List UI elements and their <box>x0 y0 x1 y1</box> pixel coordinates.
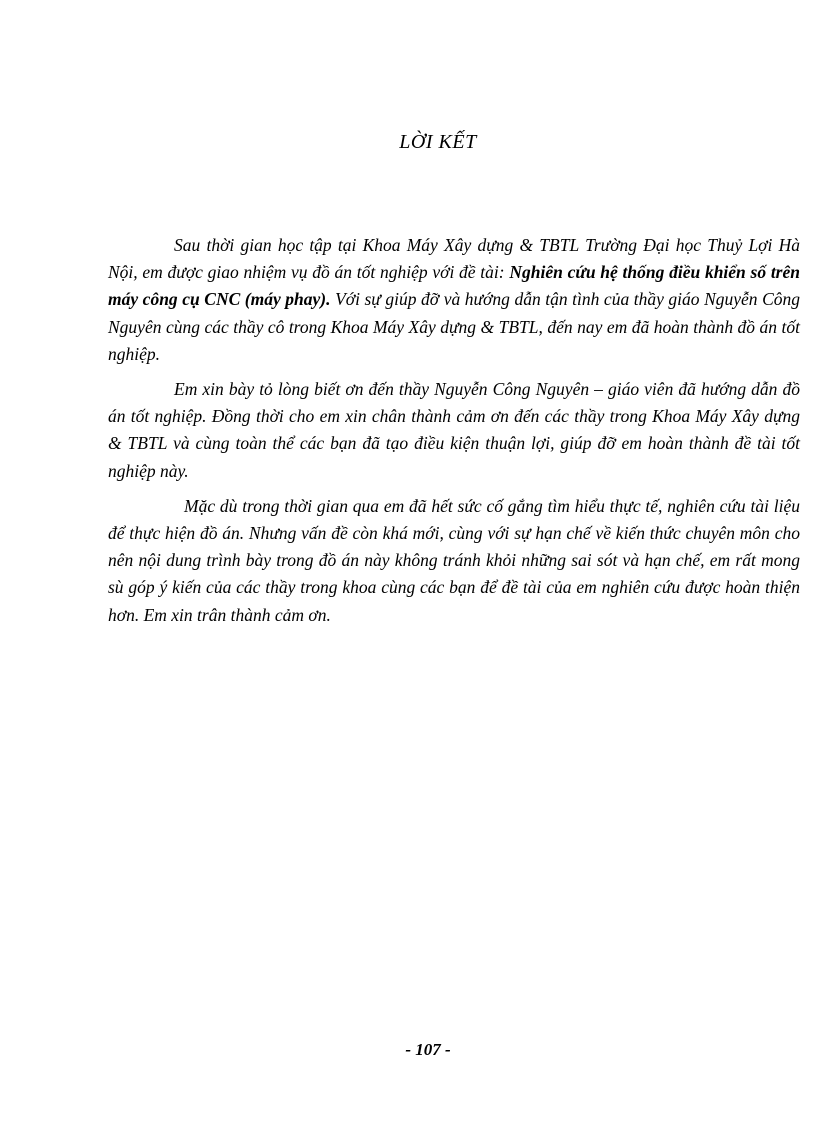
paragraph-1-rest: Với sự giúp đỡ và hướng dẫn tận tình của thầy giáo Nguyễn Công Nguyên cùng các thầy cô trong Khoa Máy Xây dựng & TBTL, đến nay em đã hoàn thành đồ án tốt nghiệp. <box>108 289 800 364</box>
body-text <box>108 232 800 637</box>
paragraph-1-intro: Sau thời gian học tập tại Khoa Máy Xây dựng & TBTL Trường Đại học Thuỷ Lợi Hà Nội, em được giao nhiệm vụ đồ án tốt nghiệp với đề tài: <box>108 235 800 283</box>
page-number: - 107 - <box>405 1040 451 1059</box>
page-title: LỜI KẾT <box>399 131 477 153</box>
paragraph-1 <box>108 232 800 368</box>
thesis-topic: Nghiên cứu hệ thống điều khiển số trên máy công cụ CNC (máy phay). <box>108 262 800 310</box>
paragraph-3: Mặc dù trong thời gian qua em đã hết sức cố gắng tìm hiểu thực tế, nghiên cứu tài liệu để thực hiện đồ án. Nhưng vấn đề còn khá mới, cùng với sự hạn chế về kiến thức chuyên môn cho nên nội dung trình bày trong đồ án này không tránh khỏi những sai sót và hạn chế, em rất mong sù góp ý kiến của các thầy trong khoa cùng các bạn để đề tài của em nghiên cứu được hoàn thiện hơn. Em xin trân thành cảm ơn. <box>108 495 800 625</box>
paragraph-2: Em xin bày tỏ lòng biết ơn đến thầy Nguyễn Công Nguyên – giáo viên đã hướng dẫn đồ án tốt nghiệp. Đồng thời cho em xin chân thành cảm ơn đến các thầy trong Khoa Máy Xây dựng & TBTL và cùng toàn thể các bạn đã tạo điều kiện thuận lợi, giúp đỡ em hoàn thành đề tài tốt nghiệp này. <box>108 379 800 481</box>
